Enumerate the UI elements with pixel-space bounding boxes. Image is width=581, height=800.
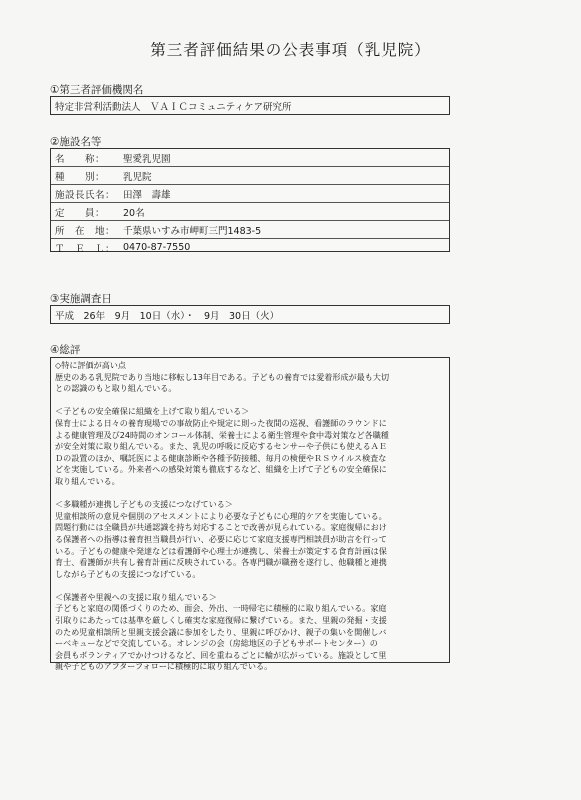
facility-row-director	[51, 185, 449, 203]
block-line: る保護者への指導は養育担当職員が行い、必要に応じて家庭支援専門相談員が助言を行って	[55, 533, 387, 544]
facility-value: 0470-87-7550	[123, 242, 191, 253]
block-heading-collaboration: ＜多職種が連携し子どもの支援につなげている＞	[55, 499, 233, 510]
facility-value: 田澤 壽雄	[123, 189, 171, 201]
facility-label: 種 別：	[55, 171, 106, 183]
survey-date-box	[50, 305, 450, 324]
summary-lead-line: との認識のもと取り組んでいる。	[55, 383, 177, 394]
facility-row-capacity	[51, 203, 449, 221]
facility-label: 名 称：	[55, 153, 106, 165]
block-line: 保育士による日々の養育現場での事故防止や規定に則った夜間の巡視、看護師のラウンドに	[55, 417, 387, 428]
block-heading-safety: ＜子どもの安全確保に組織を上げて取り組んでいる＞	[55, 406, 250, 417]
facility-value: 乳児院	[123, 171, 152, 183]
facility-label: 定 員：	[55, 207, 106, 219]
page-title: 第三者評価結果の公表事項（乳児院）	[150, 41, 431, 59]
block-line: のため児童相談所と里親支援会議に参加をしたり、里親に呼びかけ、親子の集いを開催しバ	[55, 626, 387, 637]
facility-row-tel	[51, 239, 449, 256]
block-line: 子どもと家庭の関係づくりのため、面会、外出、一時帰宅に積極的に取り組んでいる。家庭	[55, 603, 387, 614]
facility-value: 千葉県いすみ市岬町三門1483-5	[123, 225, 262, 237]
block-line: どを実施している。外来者への感染対策も徹底するなど、組織を上げて子どもの安全確保に	[55, 464, 387, 475]
block-line: 取り組んでいる。	[55, 475, 120, 486]
block-line: しながら子どもの支援につなげている。	[55, 568, 201, 579]
block-line: 問題行動には全職員が共通認識を持ち対応することで改善が見られている。家庭復帰におけ	[55, 522, 387, 533]
facility-info-table	[50, 148, 450, 255]
block-heading-family-support: ＜保護者や里親への支援に取り組んでいる＞	[55, 591, 217, 602]
block-line: ーベキューなどで交流している。オレンジの会（房総地区の子どもサポートセンター）の	[55, 638, 378, 649]
summary-box	[50, 357, 450, 672]
facility-value: 20名	[123, 207, 145, 219]
block-line: 親や子どものアフターフォローに積極的に取り組んでいる。	[55, 661, 273, 672]
facility-label: 施設長氏名：	[55, 189, 116, 201]
block-line: Ｄの設置のほか、嘱託医による健康診断や各種予防接種、毎月の検便やＲＳウイルス検査な	[55, 452, 387, 463]
facility-label: Ｔ Ｅ Ｌ：	[55, 243, 116, 255]
summary-lead-line: 歴史のある乳児院であり当地に移転し13年目である。子どもの養育では愛着形成が最も大切	[55, 371, 390, 382]
section-evaluator-heading: ①第三者評価機関名	[50, 84, 144, 96]
facility-row-type	[51, 167, 449, 185]
block-line: よる健康管理及び24時間のオンコール体制、栄養士による衛生管理や食中毒対策など各職種	[55, 429, 389, 440]
section-facility-heading: ②施設名等	[50, 136, 102, 148]
block-line: 引取りにあたっては基準を厳しくし確実な家庭復帰に繋げている。また、里親の発掘・支援	[55, 615, 387, 626]
evaluator-name-box	[50, 96, 450, 115]
facility-row-name	[51, 149, 449, 167]
evaluator-name: 特定非営利活動法人 ＶＡＩＣコミュニティケア研究所	[55, 102, 292, 113]
block-line: いる。子どもの健康や発達などは看護師や心理士が連携し、栄養士が策定する食育計画は保	[55, 545, 387, 556]
block-line: 育士、看護師が共有し養育計画に反映されている。各専門職が職務を遂行し、他職種と連携	[55, 557, 387, 568]
facility-value: 聖愛乳児園	[123, 153, 171, 165]
summary-text	[51, 358, 449, 675]
facility-label: 所 在 地：	[55, 225, 116, 237]
survey-dates: 平成 26年 9月 10日（水）・ 9月 30日（火）	[55, 311, 280, 322]
block-line: が安全対策に取り組んでいる。また、乳児の呼吸に反応するセンサーや子供にも使えるＡＥ	[55, 441, 387, 452]
section-survey-date-heading: ③実施調査日	[50, 293, 112, 305]
facility-row-address	[51, 221, 449, 239]
summary-intro: ◇特に評価が高い点	[55, 360, 126, 370]
section-summary-heading: ④総評	[50, 344, 81, 356]
block-line: 児童相談所の意見や個別のアセスメントにより必要な子どもに心理的ケアを実施している。	[55, 510, 387, 521]
block-line: 会員もボランティアでかけつけるなど、回を重ねるごとに輪が広がっている。施設として里	[55, 649, 387, 660]
